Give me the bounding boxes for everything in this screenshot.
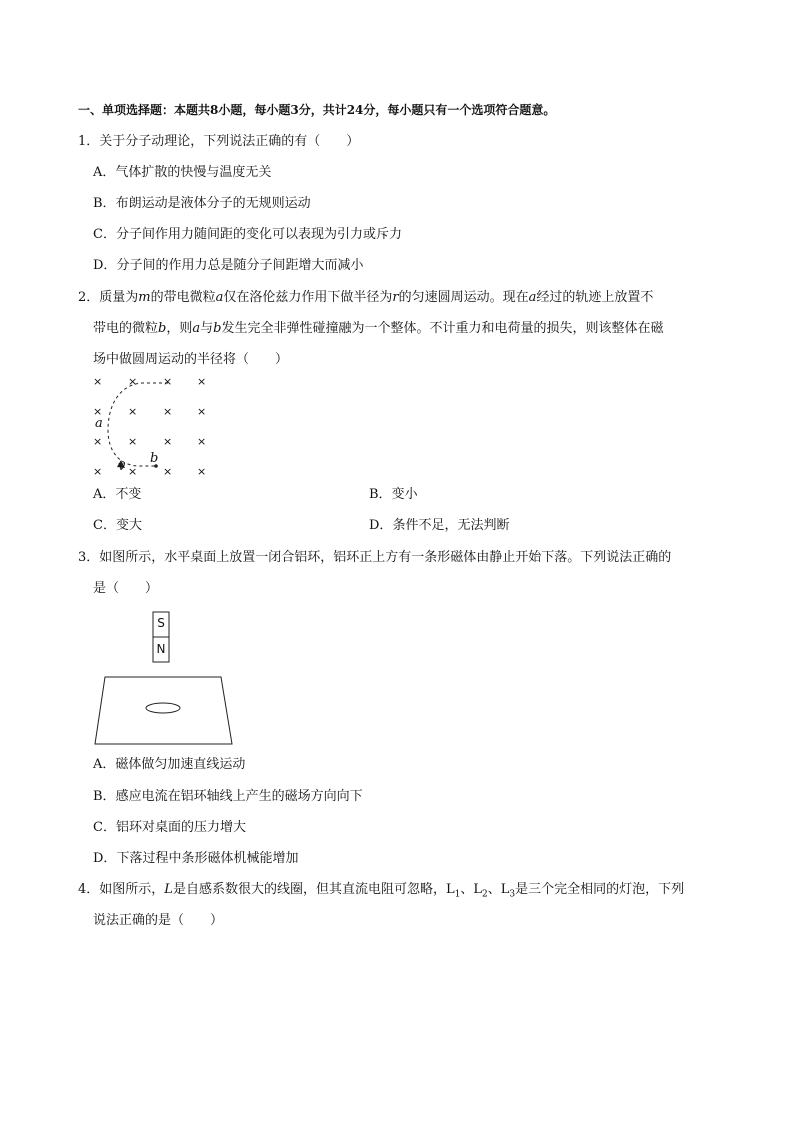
option-letter: A． xyxy=(93,757,116,772)
option-text: 变大 xyxy=(115,518,142,533)
field-mark: × xyxy=(163,405,173,418)
text: 发生完全非弹性碰撞融为一个整体。不计重力和电荷量的损失，则该整体在磁 xyxy=(221,321,664,336)
option-text: 磁体做匀加速直线运动 xyxy=(115,757,246,772)
option-text: 下落过程中条形磁体机械能增加 xyxy=(116,851,299,866)
tabletop xyxy=(95,677,232,744)
question-1-option-c xyxy=(93,226,402,244)
question-3-option-a xyxy=(93,756,245,774)
field-mark: × xyxy=(163,375,173,388)
subscript: 2 xyxy=(481,889,488,900)
option-text: 分子间作用力随间距的变化可以表现为引力或斥力 xyxy=(115,227,402,242)
question-3-stem-line2: 是（ ） xyxy=(93,581,159,596)
text: 与 xyxy=(200,321,214,336)
label-a: a xyxy=(95,416,103,431)
question-1-option-d xyxy=(93,257,363,275)
question-3-option-d xyxy=(93,850,298,868)
magnet-ring-figure xyxy=(92,607,237,749)
field-mark: × xyxy=(93,435,103,448)
text: 经过的轨迹上放置不 xyxy=(536,290,654,305)
symbol-a: a xyxy=(192,321,201,336)
option-text: 铝环对桌面的压力增大 xyxy=(115,820,246,835)
label-v: v xyxy=(118,459,126,474)
option-letter: A． xyxy=(93,165,116,180)
question-2-option-b xyxy=(369,486,418,504)
pole-s-label: S xyxy=(157,616,165,630)
option-letter: D． xyxy=(93,851,117,866)
question-3-option-c xyxy=(93,819,246,837)
question-3-option-b xyxy=(93,788,363,806)
option-letter: C． xyxy=(93,518,116,533)
question-number: 3． xyxy=(78,550,100,565)
field-mark: × xyxy=(128,375,138,388)
question-number: 1． xyxy=(78,134,100,149)
symbol-m: m xyxy=(138,290,151,305)
symbol-r: r xyxy=(392,290,399,305)
question-1-stem xyxy=(78,133,359,151)
label-b: b xyxy=(150,451,159,466)
text: ，则 xyxy=(166,321,193,336)
text: 是自感系数很大的线圈，但其直流电阻可忽略，L xyxy=(172,882,455,897)
field-mark: × xyxy=(93,465,103,478)
dashed-trajectory xyxy=(108,383,168,466)
question-text: 关于分子动理论，下列说法正确的有（ ） xyxy=(99,134,360,149)
question-number: 4． xyxy=(78,882,100,897)
subscript: 3 xyxy=(509,889,516,900)
text: 、L xyxy=(460,882,482,897)
field-mark: × xyxy=(93,375,103,388)
section-title: 一、单项选择题：本题共8小题，每小题3分，共计24分，每小题只有一个选项符合题意。 xyxy=(78,103,556,117)
field-mark: × xyxy=(163,465,173,478)
question-1-option-a xyxy=(93,164,271,182)
text: 如图所示， xyxy=(99,882,165,897)
pole-n-label: N xyxy=(156,642,166,656)
field-mark: × xyxy=(163,435,173,448)
option-text: 变小 xyxy=(391,487,418,502)
text: 仅在洛伦兹力作用下做半径为 xyxy=(223,290,393,305)
question-2-option-c xyxy=(93,517,142,535)
option-text: 不变 xyxy=(115,487,142,502)
field-mark: × xyxy=(197,405,207,418)
question-number: 2． xyxy=(78,290,100,305)
question-4-stem-line2: 说法正确的是（ ） xyxy=(93,913,224,928)
question-1-option-b xyxy=(93,195,311,213)
option-letter: D． xyxy=(369,518,393,533)
option-letter: B． xyxy=(369,487,392,502)
option-letter: A． xyxy=(93,487,116,502)
field-mark: × xyxy=(197,465,207,478)
field-mark: × xyxy=(93,405,103,418)
option-letter: B． xyxy=(93,196,116,211)
symbol-L: L xyxy=(164,882,173,897)
option-text: 气体扩散的快慢与温度无关 xyxy=(115,165,272,180)
option-text: 布朗运动是液体分子的无规则运动 xyxy=(115,196,311,211)
text: 的带电微粒 xyxy=(150,290,216,305)
option-letter: D． xyxy=(93,258,117,273)
option-letter: B． xyxy=(93,789,116,804)
text: 的匀速圆周运动。现在 xyxy=(398,290,529,305)
text: 质量为 xyxy=(99,290,139,305)
magnetic-field-figure xyxy=(90,372,220,482)
text: 是三个完全相同的灯泡，下列 xyxy=(515,882,685,897)
option-text: 条件不足，无法判断 xyxy=(392,518,510,533)
symbol-b: b xyxy=(158,321,167,336)
option-letter: C． xyxy=(93,820,116,835)
subscript: 1 xyxy=(454,889,461,900)
option-letter: C． xyxy=(93,227,116,242)
question-2-option-d xyxy=(369,517,509,535)
field-mark: × xyxy=(128,435,138,448)
option-text: 感应电流在铝环轴线上产生的磁场方向向下 xyxy=(115,789,363,804)
text: 带电的微粒 xyxy=(93,321,159,336)
question-2-stem-line1 xyxy=(78,289,653,307)
field-mark: × xyxy=(197,375,207,388)
text: 、L xyxy=(487,882,510,897)
question-3-stem-line1 xyxy=(78,549,671,567)
symbol-a: a xyxy=(528,290,537,305)
field-mark: × xyxy=(128,405,138,418)
option-text: 分子间的作用力总是随分子间距增大而减小 xyxy=(116,258,364,273)
symbol-a: a xyxy=(215,290,224,305)
question-2-stem-line3: 场中做圆周运动的半径将（ ） xyxy=(93,352,289,367)
question-2-option-a xyxy=(93,486,141,504)
question-4-stem-line1 xyxy=(78,881,684,904)
field-mark: × xyxy=(128,465,138,478)
symbol-b: b xyxy=(213,321,222,336)
field-mark: × xyxy=(197,435,207,448)
question-text: 如图所示，水平桌面上放置一闭合铝环，铝环正上方有一条形磁体由静止开始下落。下列说法正确的 xyxy=(99,550,672,565)
question-2-stem-line2 xyxy=(93,320,663,338)
